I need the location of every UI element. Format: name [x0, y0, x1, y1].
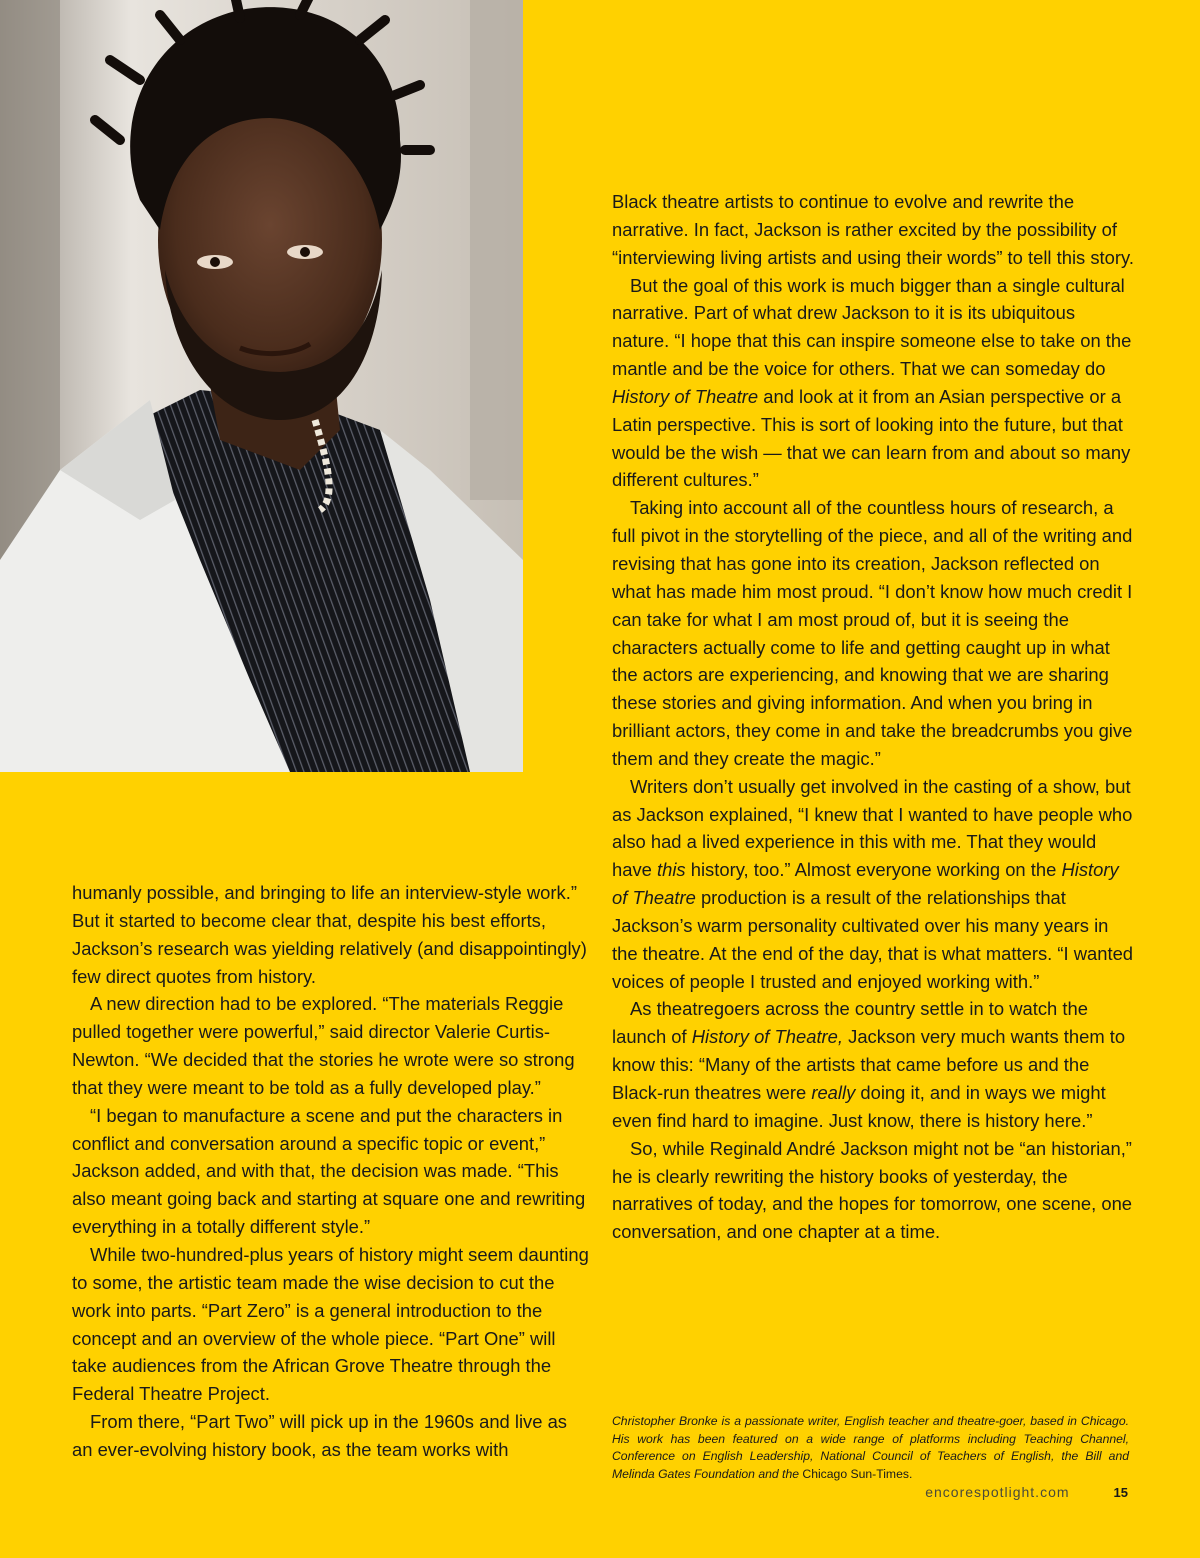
article-left-column — [72, 879, 592, 1464]
text-run: Writers don’t usually get involved in the casting of a show, but as Jackson explained, “I knew that I wanted to have people who also had a lived experience in this with me. That they would have — [612, 775, 1133, 881]
page-number: 15 — [1113, 1485, 1128, 1500]
text-run: history, too.” Almost everyone working on the — [685, 859, 1062, 881]
italic-title: History of Theatre — [612, 859, 1119, 909]
paragraph: From there, “Part Two” will pick up in the 1960s and live as an ever-evolving history book, as the team works with — [72, 1411, 568, 1460]
italic-title: History of Theatre, — [691, 1026, 844, 1048]
bio-text: Christopher Bronke is a passionate writer, English teacher and theatre-goer, based in Chicago. His work has been featured on a wide range of platforms including Teaching Channel, Conference on English Leadership, National Council of Teachers of English, the Bill and Melinda Gates Foundation and the — [612, 1414, 1129, 1481]
paragraph: Black theatre artists to continue to evolve and rewrite the narrative. In fact, Jackson is rather excited by the possibility of “interviewing living artists and using their words” to tell this story. — [612, 191, 1134, 268]
author-bio — [612, 1413, 1129, 1483]
text-run: Jackson very much wants them to know this: “Many of the artists that came before us and the Black-run theatres were — [612, 1026, 1126, 1103]
paragraph: “I began to manufacture a scene and put the characters in conflict and conversation around a specific topic or event,” Jackson added, and with that, the decision was made. “This also meant going back and starting at square one and rewriting everything in a totally different style.” — [72, 1104, 586, 1238]
paragraph: So, while Reginald André Jackson might not be “an historian,” he is clearly rewriting the history books of yesterday, the narratives of today, and the hopes for tomorrow, one scene, one conversation, and one chapter at a time. — [612, 1137, 1133, 1243]
paragraph — [612, 272, 1134, 495]
paragraph — [612, 995, 1134, 1134]
text-run: doing it, and in ways we might even find hard to imagine. Just know, there is history here.” — [612, 1082, 1106, 1131]
paragraph: While two-hundred-plus years of history might seem daunting to some, the artistic team made the wise decision to cut the work into parts. “Part Zero” is a general introduction to the concept and an overview of the whole piece. “Part One” will take audiences from the African Grove Theatre through the Federal Theatre Project. — [72, 1243, 589, 1405]
bio-publication: Chicago Sun-Times. — [802, 1466, 913, 1481]
article-right-column — [612, 188, 1134, 1246]
italic-title: History of Theatre — [612, 385, 759, 407]
italic-emphasis: really — [811, 1082, 856, 1103]
text-run: But the goal of this work is much bigger than a single cultural narrative. Part of what drew Jackson to it is its ubiquitous nature. “I hope that this can inspire someone else to take on the mantle and be the voice for others. That we can someday do — [612, 274, 1132, 380]
paragraph: humanly possible, and bringing to life an interview-style work.” But it started to become clear that, despite his best efforts, Jackson’s research was yielding relatively (and disappointingly) few direct quotes from history. — [72, 882, 587, 987]
footer-url: encorespotlight.com — [925, 1484, 1070, 1500]
paragraph: Taking into account all of the countless hours of research, a full pivot in the storytelling of the piece, and all of the writing and revising that has gone into its creation, Jackson reflected on what has made him most proud. “I don’t know how much credit I can take for what I am most proud of, but it is seeing the characters actually come to life and getting caught up in what the actors are experiencing, and knowing that we are sharing these stories and giving information. And when you bring in brilliant actors, they come in and take the breadcrumbs you give them and they create the magic.” — [612, 497, 1133, 769]
paragraph — [612, 773, 1134, 996]
text-run: As theatregoers across the country settle in to watch the launch of — [612, 998, 1088, 1048]
paragraph: A new direction had to be explored. “The materials Reggie pulled together were powerful,” said director Valerie Curtis-Newton. “We decided that the stories he wrote were so strong that they were meant to be told as a fully developed play.” — [72, 993, 575, 1098]
page-footer — [925, 1484, 1128, 1500]
portrait-photo — [0, 0, 523, 772]
italic-emphasis: this — [657, 859, 686, 881]
text-run: and look at it from an Asian perspective or a Latin perspective. This is sort of looking into the future, but that would be the wish — that we can learn from and about so many different cultures.” — [612, 385, 1131, 491]
text-run: production is a result of the relationships that Jackson’s warm personality cultivated over his many years in the theatre. At the end of the day, that is what matters. “I wanted voices of people I trusted and enjoyed working with.” — [612, 887, 1134, 992]
